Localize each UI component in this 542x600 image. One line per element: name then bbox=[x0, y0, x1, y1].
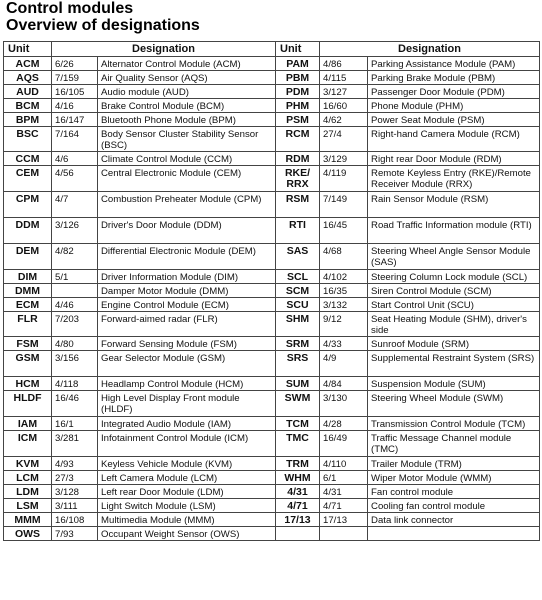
row-designation-right: Traffic Message Channel module (TMC) bbox=[368, 431, 540, 457]
table-row bbox=[4, 337, 540, 351]
row-unit-left: BSC bbox=[4, 127, 52, 152]
header-titles bbox=[6, 0, 200, 34]
header-unit-left: Unit bbox=[4, 42, 52, 57]
table-row bbox=[4, 166, 540, 192]
row-number-right: 4/31 bbox=[320, 485, 368, 499]
row-number-left: 5/1 bbox=[52, 270, 98, 284]
row-unit-right: SCM bbox=[276, 284, 320, 298]
header-designation-right: Designation bbox=[320, 42, 540, 57]
row-number-left: 16/1 bbox=[52, 417, 98, 431]
row-number-right: 7/149 bbox=[320, 192, 368, 218]
page-title: Control modules bbox=[6, 0, 134, 17]
row-unit-right: SHM bbox=[276, 312, 320, 337]
row-unit-right: TMC bbox=[276, 431, 320, 457]
row-number-right: 4/119 bbox=[320, 166, 368, 192]
row-unit-left: AUD bbox=[4, 85, 52, 99]
table-row bbox=[4, 71, 540, 85]
row-unit-left: AQS bbox=[4, 71, 52, 85]
table-row bbox=[4, 152, 540, 166]
table-row bbox=[4, 499, 540, 513]
row-designation-left: Light Switch Module (LSM) bbox=[98, 499, 276, 513]
row-unit-left: DMM bbox=[4, 284, 52, 298]
row-unit-left: CPM bbox=[4, 192, 52, 218]
row-number-right: 4/102 bbox=[320, 270, 368, 284]
row-unit-right: PDM bbox=[276, 85, 320, 99]
row-number-left: 3/281 bbox=[52, 431, 98, 457]
table-row bbox=[4, 244, 540, 270]
row-unit-right: RKE/ RRX bbox=[276, 166, 320, 192]
table-body bbox=[4, 57, 540, 541]
row-unit-left: LDM bbox=[4, 485, 52, 499]
row-number-left: 7/93 bbox=[52, 527, 98, 541]
row-designation-right: Supplemental Restraint System (SRS) bbox=[368, 351, 540, 377]
row-designation-right: Suspension Module (SUM) bbox=[368, 377, 540, 391]
row-number-left: 4/16 bbox=[52, 99, 98, 113]
row-unit-right bbox=[276, 527, 320, 541]
row-unit-left: LSM bbox=[4, 499, 52, 513]
row-designation-left: Gear Selector Module (GSM) bbox=[98, 351, 276, 377]
row-designation-right: Cooling fan control module bbox=[368, 499, 540, 513]
row-designation-right: Phone Module (PHM) bbox=[368, 99, 540, 113]
row-designation-left: Combustion Preheater Module (CPM) bbox=[98, 192, 276, 218]
row-number-right: 3/130 bbox=[320, 391, 368, 417]
row-unit-right: RDM bbox=[276, 152, 320, 166]
row-designation-left: Driver's Door Module (DDM) bbox=[98, 218, 276, 244]
row-unit-right: 4/71 bbox=[276, 499, 320, 513]
row-designation-right: Steering Wheel Angle Sensor Module (SAS) bbox=[368, 244, 540, 270]
row-number-right: 6/1 bbox=[320, 471, 368, 485]
row-number-left: 4/56 bbox=[52, 166, 98, 192]
page-subtitle: Overview of designations bbox=[6, 17, 200, 34]
row-number-right: 3/132 bbox=[320, 298, 368, 312]
row-designation-left: Alternator Control Module (ACM) bbox=[98, 57, 276, 71]
row-designation-left: Audio module (AUD) bbox=[98, 85, 276, 99]
row-unit-left: DDM bbox=[4, 218, 52, 244]
row-number-left: 7/164 bbox=[52, 127, 98, 152]
row-designation-left: Keyless Vehicle Module (KVM) bbox=[98, 457, 276, 471]
row-designation-left: Headlamp Control Module (HCM) bbox=[98, 377, 276, 391]
row-designation-right: Remote Keyless Entry (RKE)/Remote Receiver Module (RRX) bbox=[368, 166, 540, 192]
table-row bbox=[4, 218, 540, 244]
row-designation-left: Central Electronic Module (CEM) bbox=[98, 166, 276, 192]
row-designation-right: Passenger Door Module (PDM) bbox=[368, 85, 540, 99]
row-number-left: 4/118 bbox=[52, 377, 98, 391]
row-designation-right: Right-hand Camera Module (RCM) bbox=[368, 127, 540, 152]
row-designation-left: Climate Control Module (CCM) bbox=[98, 152, 276, 166]
row-designation-left: Bluetooth Phone Module (BPM) bbox=[98, 113, 276, 127]
row-number-left: 4/46 bbox=[52, 298, 98, 312]
row-designation-right: Trailer Module (TRM) bbox=[368, 457, 540, 471]
row-number-left: 3/156 bbox=[52, 351, 98, 377]
row-number-left: 6/26 bbox=[52, 57, 98, 71]
table-row bbox=[4, 270, 540, 284]
row-number-right: 9/12 bbox=[320, 312, 368, 337]
table-row bbox=[4, 312, 540, 337]
row-unit-left: BCM bbox=[4, 99, 52, 113]
row-number-left: 4/80 bbox=[52, 337, 98, 351]
table-row bbox=[4, 527, 540, 541]
row-designation-left: Body Sensor Cluster Stability Sensor (BSC) bbox=[98, 127, 276, 152]
table-row bbox=[4, 471, 540, 485]
row-unit-left: BPM bbox=[4, 113, 52, 127]
row-number-left: 27/3 bbox=[52, 471, 98, 485]
row-designation-right: Wiper Motor Module (WMM) bbox=[368, 471, 540, 485]
row-number-right: 16/49 bbox=[320, 431, 368, 457]
row-number-right bbox=[320, 527, 368, 541]
row-designation-right: Fan control module bbox=[368, 485, 540, 499]
row-unit-right: TRM bbox=[276, 457, 320, 471]
table-row bbox=[4, 417, 540, 431]
row-designation-left: Occupant Weight Sensor (OWS) bbox=[98, 527, 276, 541]
row-number-left: 4/6 bbox=[52, 152, 98, 166]
row-number-left: 4/82 bbox=[52, 244, 98, 270]
row-number-left: 7/159 bbox=[52, 71, 98, 85]
row-number-left: 3/128 bbox=[52, 485, 98, 499]
row-designation-right: Siren Control Module (SCM) bbox=[368, 284, 540, 298]
row-designation-left: Multimedia Module (MMM) bbox=[98, 513, 276, 527]
row-unit-right: TCM bbox=[276, 417, 320, 431]
table-row bbox=[4, 127, 540, 152]
row-unit-right: SWM bbox=[276, 391, 320, 417]
row-unit-left: IAM bbox=[4, 417, 52, 431]
table-header-row bbox=[4, 42, 540, 57]
row-unit-left: DEM bbox=[4, 244, 52, 270]
table-row bbox=[4, 377, 540, 391]
table-row bbox=[4, 391, 540, 417]
row-unit-left: ICM bbox=[4, 431, 52, 457]
row-unit-left: CCM bbox=[4, 152, 52, 166]
table-row bbox=[4, 192, 540, 218]
row-number-right: 16/45 bbox=[320, 218, 368, 244]
row-designation-left: Left Camera Module (LCM) bbox=[98, 471, 276, 485]
row-unit-right: PBM bbox=[276, 71, 320, 85]
row-number-left: 3/126 bbox=[52, 218, 98, 244]
row-number-right: 4/33 bbox=[320, 337, 368, 351]
row-designation-left: Infotainment Control Module (ICM) bbox=[98, 431, 276, 457]
row-designation-left: Left rear Door Module (LDM) bbox=[98, 485, 276, 499]
row-unit-right: SRM bbox=[276, 337, 320, 351]
row-number-left: 7/203 bbox=[52, 312, 98, 337]
row-number-left: 16/147 bbox=[52, 113, 98, 127]
row-unit-left: GSM bbox=[4, 351, 52, 377]
row-number-left: 16/108 bbox=[52, 513, 98, 527]
row-unit-left: OWS bbox=[4, 527, 52, 541]
row-number-left: 3/111 bbox=[52, 499, 98, 513]
row-unit-right: SAS bbox=[276, 244, 320, 270]
row-unit-right: 4/31 bbox=[276, 485, 320, 499]
row-number-left: 16/105 bbox=[52, 85, 98, 99]
row-unit-left: FSM bbox=[4, 337, 52, 351]
row-unit-right: WHM bbox=[276, 471, 320, 485]
row-unit-right: PSM bbox=[276, 113, 320, 127]
row-number-right: 16/35 bbox=[320, 284, 368, 298]
row-designation-left: Damper Motor Module (DMM) bbox=[98, 284, 276, 298]
row-designation-left: Brake Control Module (BCM) bbox=[98, 99, 276, 113]
table-row bbox=[4, 99, 540, 113]
table-row bbox=[4, 431, 540, 457]
row-number-left bbox=[52, 284, 98, 298]
row-designation-right: Start Control Unit (SCU) bbox=[368, 298, 540, 312]
table-row bbox=[4, 57, 540, 71]
table-row bbox=[4, 485, 540, 499]
row-number-right: 4/68 bbox=[320, 244, 368, 270]
row-number-right: 4/62 bbox=[320, 113, 368, 127]
row-designation-right: Sunroof Module (SRM) bbox=[368, 337, 540, 351]
row-unit-left: LCM bbox=[4, 471, 52, 485]
row-number-right: 4/71 bbox=[320, 499, 368, 513]
row-designation-left: Driver Information Module (DIM) bbox=[98, 270, 276, 284]
row-unit-right: PHM bbox=[276, 99, 320, 113]
row-designation-left: High Level Display Front module (HLDF) bbox=[98, 391, 276, 417]
table-row bbox=[4, 284, 540, 298]
header-designation-left: Designation bbox=[52, 42, 276, 57]
row-designation-left: Forward Sensing Module (FSM) bbox=[98, 337, 276, 351]
row-unit-right: RCM bbox=[276, 127, 320, 152]
row-unit-left: DIM bbox=[4, 270, 52, 284]
row-number-right: 4/28 bbox=[320, 417, 368, 431]
row-unit-right: PAM bbox=[276, 57, 320, 71]
row-number-right: 4/9 bbox=[320, 351, 368, 377]
row-designation-right: Transmission Control Module (TCM) bbox=[368, 417, 540, 431]
row-unit-right: RSM bbox=[276, 192, 320, 218]
row-designation-right: Rain Sensor Module (RSM) bbox=[368, 192, 540, 218]
table-row bbox=[4, 113, 540, 127]
row-number-left: 16/46 bbox=[52, 391, 98, 417]
row-designation-right bbox=[368, 527, 540, 541]
row-designation-left: Integrated Audio Module (IAM) bbox=[98, 417, 276, 431]
row-number-right: 3/127 bbox=[320, 85, 368, 99]
row-number-left: 4/93 bbox=[52, 457, 98, 471]
row-designation-right: Steering Column Lock module (SCL) bbox=[368, 270, 540, 284]
row-unit-left: FLR bbox=[4, 312, 52, 337]
table-row bbox=[4, 85, 540, 99]
table-row bbox=[4, 351, 540, 377]
row-unit-right: SUM bbox=[276, 377, 320, 391]
header-unit-right: Unit bbox=[276, 42, 320, 57]
designations-table bbox=[3, 41, 540, 541]
row-number-left: 4/7 bbox=[52, 192, 98, 218]
row-designation-right: Steering Wheel Module (SWM) bbox=[368, 391, 540, 417]
row-number-right: 4/115 bbox=[320, 71, 368, 85]
row-unit-left: HCM bbox=[4, 377, 52, 391]
row-designation-right: Power Seat Module (PSM) bbox=[368, 113, 540, 127]
row-unit-left: ACM bbox=[4, 57, 52, 71]
row-unit-right: SCU bbox=[276, 298, 320, 312]
row-unit-right: SCL bbox=[276, 270, 320, 284]
row-designation-right: Parking Assistance Module (PAM) bbox=[368, 57, 540, 71]
table-row bbox=[4, 513, 540, 527]
row-unit-right: SRS bbox=[276, 351, 320, 377]
row-number-right: 4/86 bbox=[320, 57, 368, 71]
row-unit-left: CEM bbox=[4, 166, 52, 192]
row-designation-left: Forward-aimed radar (FLR) bbox=[98, 312, 276, 337]
row-designation-left: Engine Control Module (ECM) bbox=[98, 298, 276, 312]
row-number-right: 16/60 bbox=[320, 99, 368, 113]
row-number-right: 27/4 bbox=[320, 127, 368, 152]
row-designation-left: Differential Electronic Module (DEM) bbox=[98, 244, 276, 270]
row-number-right: 17/13 bbox=[320, 513, 368, 527]
row-designation-right: Data link connector bbox=[368, 513, 540, 527]
row-unit-left: ECM bbox=[4, 298, 52, 312]
row-unit-right: RTI bbox=[276, 218, 320, 244]
row-designation-right: Right rear Door Module (RDM) bbox=[368, 152, 540, 166]
row-number-right: 3/129 bbox=[320, 152, 368, 166]
row-unit-left: MMM bbox=[4, 513, 52, 527]
row-unit-left: KVM bbox=[4, 457, 52, 471]
row-number-right: 4/110 bbox=[320, 457, 368, 471]
table-row bbox=[4, 457, 540, 471]
row-designation-right: Parking Brake Module (PBM) bbox=[368, 71, 540, 85]
row-designation-left: Air Quality Sensor (AQS) bbox=[98, 71, 276, 85]
row-unit-right: 17/13 bbox=[276, 513, 320, 527]
row-designation-right: Seat Heating Module (SHM), driver's side bbox=[368, 312, 540, 337]
row-unit-left: HLDF bbox=[4, 391, 52, 417]
row-number-right: 4/84 bbox=[320, 377, 368, 391]
row-designation-right: Road Traffic Information module (RTI) bbox=[368, 218, 540, 244]
table-row bbox=[4, 298, 540, 312]
